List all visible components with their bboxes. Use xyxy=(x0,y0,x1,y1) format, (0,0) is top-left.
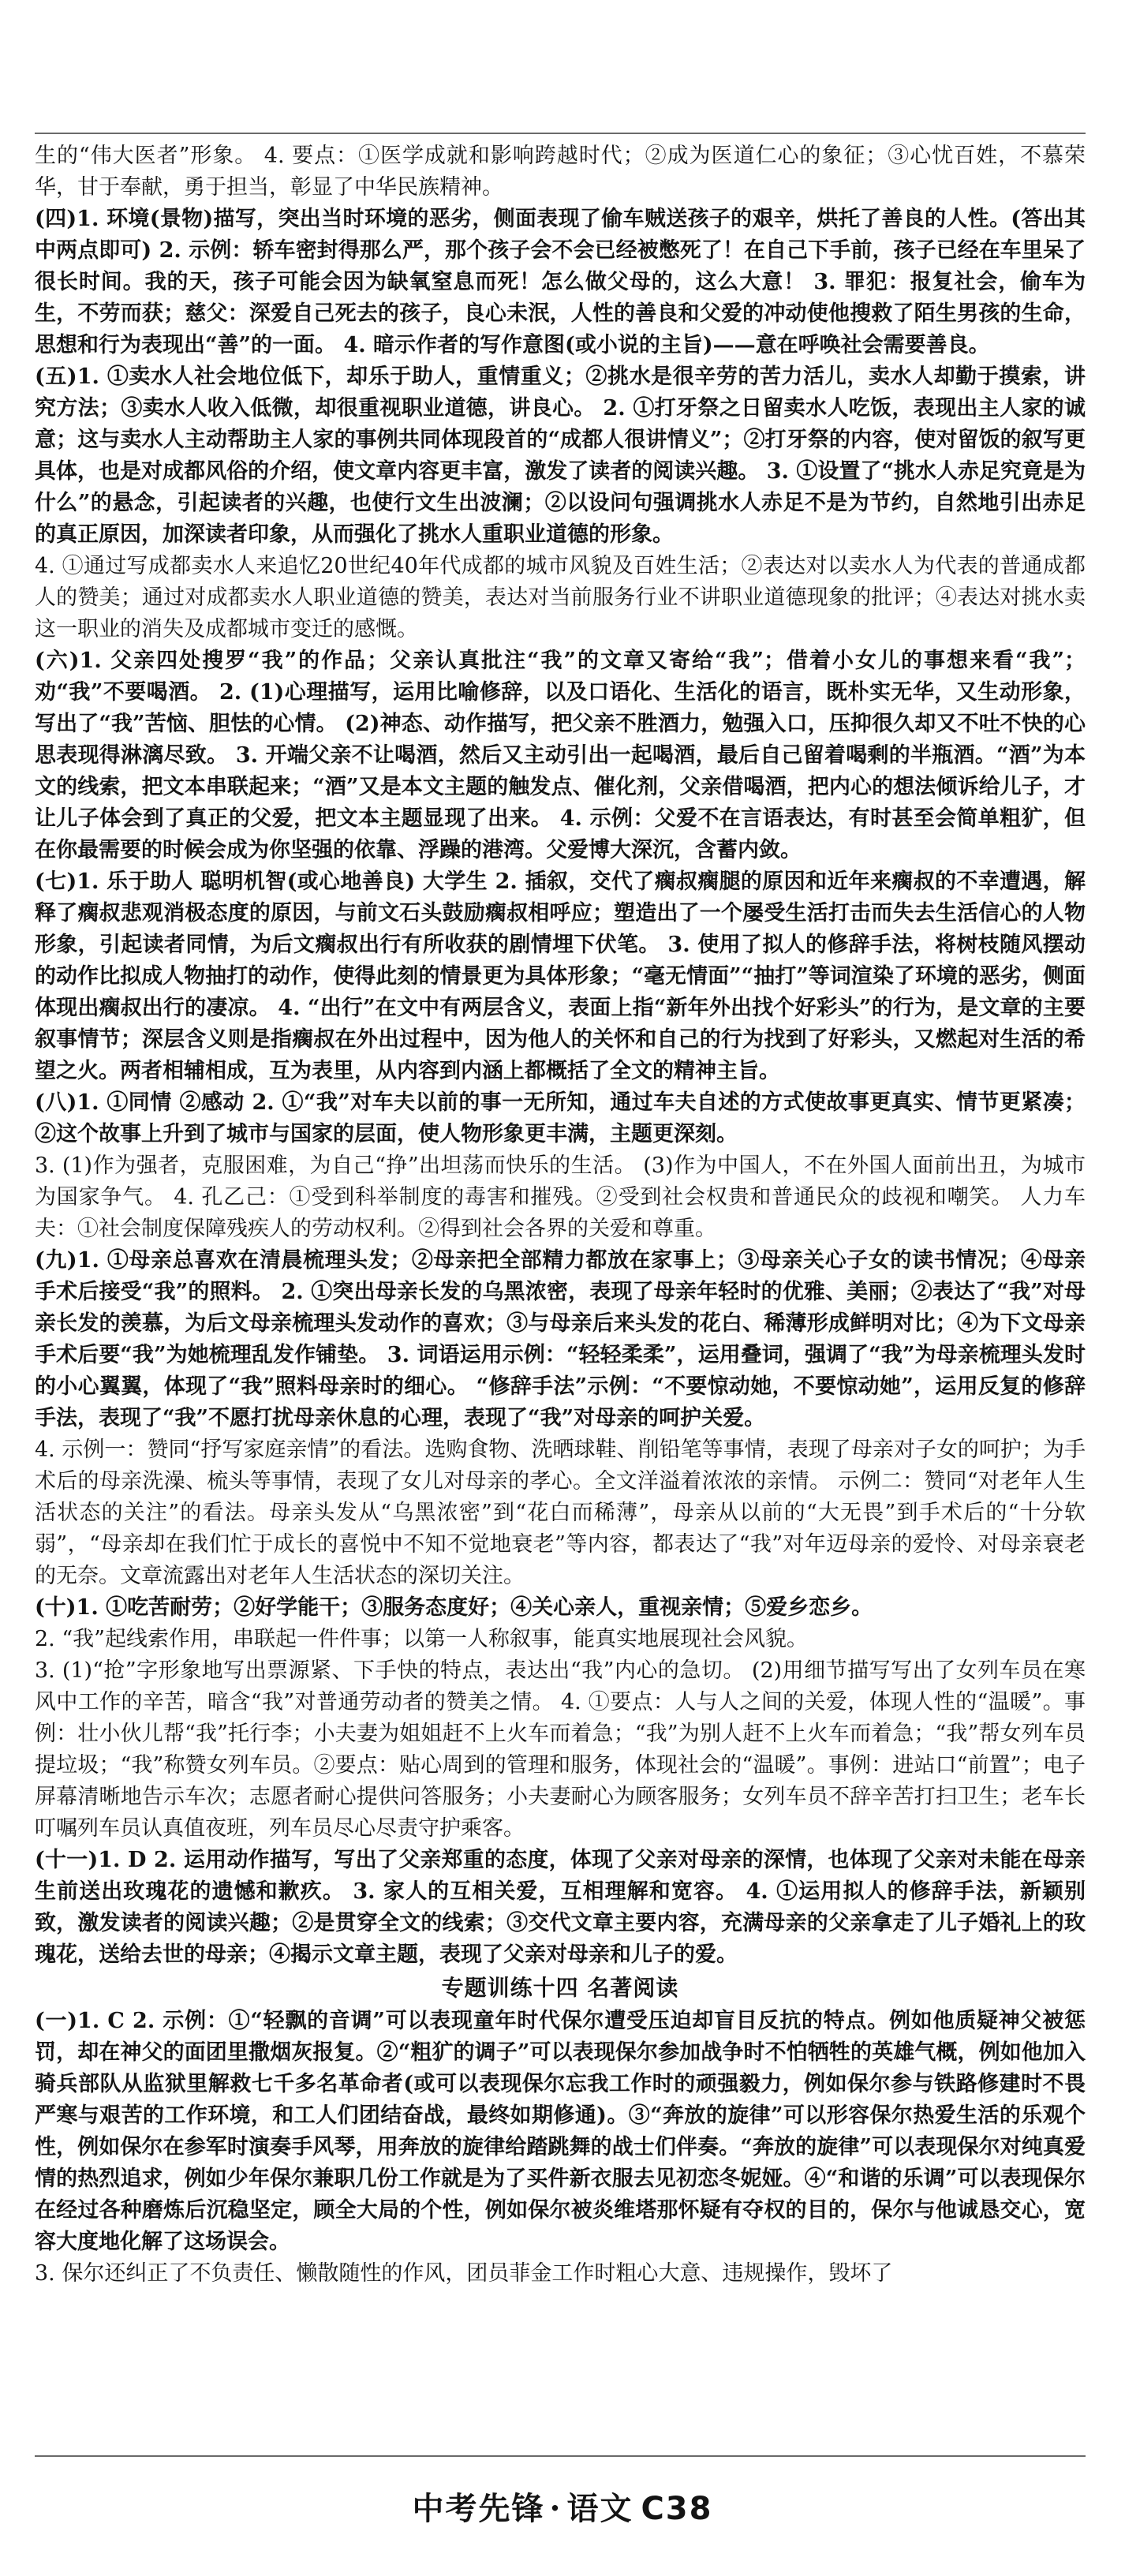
answer-paragraph: 4. 示例一：赞同“抒写家庭亲情”的看法。选购食物、洗晒球鞋、削铅笔等事情，表现了母亲对子女的呵护；为手术后的母亲洗澡、梳头等事情，表现了女儿对母亲的孝心。全文洋溢着浓浓的亲情。 示例二：赞同“对老年人生活状态的关注”的看法。母亲头发从“乌黑浓密”到“花白而稀薄”，母亲从以前的“大无畏”到手术后的“十分软弱”，“母亲却在我们忙于成长的喜悦中不知不觉地衰老”等内容，都表达了“我”对年迈母亲的爱怜、对母亲衰老的无奈。文章流露出对老年人生活状态的深切关注。 xyxy=(35,1438,1086,1588)
answer-paragraph: 3. (1)作为强者，克服困难，为自己“挣”出坦荡而快乐的生活。 (3)作为中国人，不在外国人面前出丑，为城市为国家争气。 4. 孔乙己：①受到科举制度的毒害和摧残。②受到社会权贵和普通民众的歧视和嘲笑。 人力车夫：①社会制度保障残疾人的劳动权利。②得到社会各界的关爱和尊重。 xyxy=(35,1153,1086,1241)
page-footer xyxy=(0,2484,1125,2529)
section-answer-paragraph: (八)1. ①同情 ②感动 2. ①“我”对车夫以前的事一无所知，通过车夫自述的方式使故事更真实、情节更紧凑；②这个故事上升到了城市与国家的层面，使人物形象更丰满，主题更深刻。 xyxy=(35,1090,1086,1146)
section-answer-paragraph: (十一)1. D 2. 运用动作描写，写出了父亲郑重的态度，体现了父亲对母亲的深情，也体现了父亲对未能在母亲生前送出玫瑰花的遗憾和歉疚。 3. 家人的互相关爱，互相理解和宽容。 4. ①运用拟人的修辞手法，新颖别致，激发读者的阅读兴趣；②是贯穿全文的线索；③交代文章主要内容，充满母亲的父亲拿走了儿子婚礼上的玫瑰花，送给去世的母亲；④揭示文章主题，表现了父亲对母亲和儿子的爱。 xyxy=(35,1848,1086,1967)
section-answer-paragraph: (六)1. 父亲四处搜罗“我”的作品；父亲认真批注“我”的文章又寄给“我”；借着小女儿的事想来看“我”；劝“我”不要喝酒。 2. (1)心理描写，运用比喻修辞，以及口语化、生活化的语言，既朴实无华，又生动形象，写出了“我”苦恼、胆怯的心情。 (2)神态、动作描写，把父亲不胜酒力，勉强入口，压抑很久却又不吐不快的心思表现得淋漓尽致。 3. 开端父亲不让喝酒，然后又主动引出一起喝酒，最后自己留着喝剩的半瓶酒。“酒”为本文的线索，把文本串联起来；“酒”又是本文主题的触发点、催化剂，父亲借喝酒，把内心的想法倾诉给儿子，才让儿子体会到了真正的父爱，把文本主题显现了出来。 4. 示例：父爱不在言语表达，有时甚至会简单粗犷，但在你最需要的时候会成为你坚强的依靠、浮躁的港湾。父爱博大深沉，含蓄内敛。 xyxy=(35,649,1086,862)
section-answer-paragraph: (一)1. C 2. 示例：①“轻飘的音调”可以表现童年时代保尔遭受压迫却盲目反抗的特点。例如他质疑神父被惩罚，却在神父的面团里撒烟灰报复。②“粗犷的调子”可以表现保尔参加战争时不怕牺牲的英雄气概，例如他加入骑兵部队从监狱里解救七千多名革命者(或可以表现保尔忘我工作时的顽强毅力，例如保尔参与铁路修建时不畏严寒与艰苦的工作环境，和工人们团结奋战，最终如期修通)。③“奔放的旋律”可以形容保尔热爱生活的乐观个性，例如保尔在参军时演奏手风琴，用奔放的旋律给踏跳舞的战士们伴奏。“奔放的旋律”可以表现保尔对纯真爱情的热烈追求，例如少年保尔兼职几份工作就是为了买件新衣服去见初恋冬妮娅。④“和谐的乐调”可以表现保尔在经过各种磨炼后沉稳坚定，顾全大局的个性，例如保尔被炎维塔那怀疑有夺权的目的，保尔与他诚恳交心，宽容大度地化解了这场误会。 xyxy=(35,2009,1086,2254)
answer-paragraph: 4. ①通过写成都卖水人来追忆20世纪40年代成都的城市风貌及百姓生活；②表达对以卖水人为代表的普通成都人的赞美；通过对成都卖水人职业道德的赞美，表达对当前服务行业不讲职业道德现象的批评；④表达对挑水卖这一职业的消失及成都城市变迁的感慨。 xyxy=(35,554,1086,641)
footer-dot: · xyxy=(549,2490,562,2527)
footer-brand: 中考先锋 xyxy=(412,2490,545,2527)
section-answer-paragraph: (五)1. ①卖水人社会地位低下，却乐于助人，重情重义；②挑水是很辛劳的苦力活儿，卖水人却勤于摸索，讲究方法；③卖水人收入低微，却很重视职业道德，讲良心。 2. ①打牙祭之日留卖水人吃饭，表现出主人家的诚意；这与卖水人主动帮助主人家的事例共同体现段首的“成都人很讲情义”；②打牙祭的内容，使对留饭的叙写更具体，也是对成都风俗的介绍，使文章内容更丰富，激发了读者的阅读兴趣。 3. ①设置了“挑水人赤足究竟是为什么”的悬念，引起读者的兴趣，也使行文生出波澜；②以设问句强调挑水人赤足不是为节约，自然地引出赤足的真正原因，加深读者印象，从而强化了挑水人重职业道德的形象。 xyxy=(35,365,1086,547)
section-answer-paragraph: (四)1. 环境(景物)描写，突出当时环境的恶劣，侧面表现了偷车贼送孩子的艰辛，烘托了善良的人性。(答出其中两点即可) 2. 示例：轿车密封得那么严，那个孩子会不会已经被憋死了！在自己下手前，孩子已经在车里呆了很长时间。我的天，孩子可能会因为缺氧窒息而死！怎么做父母的，这么大意！ 3. 罪犯：报复社会，偷车为生，不劳而获；慈父：深爱自己死去的孩子，良心未泯，人性的善良和父爱的冲动使他搜救了陌生男孩的生命，思想和行为表现出“善”的一面。 4. 暗示作者的写作意图(或小说的主旨)——意在呼唤社会需要善良。 xyxy=(35,207,1086,357)
answer-paragraph: 3. (1)“抢”字形象地写出票源紧、下手快的特点，表达出“我”内心的急切。 (2)用细节描写写出了女列车员在寒风中工作的辛苦，暗含“我”对普通劳动者的赞美之情。 4. ①要点：人与人之间的关爱，体现人性的“温暖”。事例：壮小伙儿帮“我”托行李；小夫妻为姐姐赶不上火车而着急；“我”为别人赶不上火车而着急；“我”帮女列车员提垃圾；“我”称赞女列车员。②要点：贴心周到的管理和服务，体现社会的“温暖”。事例：进站口“前置”；电子屏幕清晰地告示车次；志愿者耐心提供问答服务；小夫妻耐心为顾客服务；女列车员不辞辛苦打扫卫生；老车长叮嘱列车员认真值夜班，列车员尽心尽责守护乘客。 xyxy=(35,1658,1086,1841)
top-rule xyxy=(35,133,1086,134)
section-answer-paragraph: (九)1. ①母亲总喜欢在清晨梳理头发；②母亲把全部精力都放在家事上；③母亲关心子女的读书情况；④母亲手术后接受“我”的照料。 2. ①突出母亲长发的乌黑浓密，表现了母亲年轻时的优雅、美丽；②表达了“我”对母亲长发的羡慕，为后文母亲梳理头发动作的喜欢；③与母亲后来头发的花白、稀薄形成鲜明对比；④为下文母亲手术后要“我”为她梳理乱发作铺垫。 3. 词语运用示例：“轻轻柔柔”，运用叠词，强调了“我”为母亲梳理头发时的小心翼翼，体现了“我”照料母亲时的细心。 “修辞手法”示例：“不要惊动她，不要惊动她”，运用反复的修辞手法，表现了“我”不愿打扰母亲休息的心理，表现了“我”对母亲的呵护关爱。 xyxy=(35,1248,1086,1430)
bottom-rule xyxy=(35,2455,1086,2457)
footer-page-number: C38 xyxy=(641,2491,713,2527)
answer-paragraph: 生的“伟大医者”形象。 4. 要点：①医学成就和影响跨越时代；②成为医道仁心的象征；③心忧百姓，不慕荣华，甘于奉献，勇于担当，彰显了中华民族精神。 xyxy=(35,144,1086,200)
footer-subject: 语文 xyxy=(566,2490,634,2527)
answer-content xyxy=(35,140,1086,2290)
section-answer-paragraph: (七)1. 乐于助人 聪明机智(或心地善良) 大学生 2. 插叙，交代了瘸叔瘸腿的原因和近年来瘸叔的不幸遭遇，解释了瘸叔悲观消极态度的原因，与前文石头鼓励瘸叔相呼应；塑造出了一个屡受生活打击而失去生活信心的人物形象，引起读者同情，为后文瘸叔出行有所收获的剧情埋下伏笔。 3. 使用了拟人的修辞手法，将树枝随风摆动的动作比拟成人物抽打的动作，使得此刻的情景更为具体形象；“毫无情面”“抽打”等词渲染了环境的恶劣，侧面体现出瘸叔出行的凄凉。 4. “出行”在文中有两层含义，表面上指“新年外出找个好彩头”的行为，是文章的主要叙事情节；深层含义则是指瘸叔在外出过程中，因为他人的关怀和自己的行为找到了好彩头，又燃起对生活的希望之火。两者相辅相成，互为表里，从内容到内涵上都概括了全文的精神主旨。 xyxy=(35,869,1086,1083)
answer-paragraph: 2. “我”起线索作用，串联起一件件事；以第一人称叙事，能真实地展现社会风貌。 xyxy=(35,1627,808,1651)
section-answer-paragraph: (十)1. ①吃苦耐劳；②好学能干；③服务态度好；④关心亲人，重视亲情；⑤爱乡恋乡。 xyxy=(35,1595,873,1620)
answer-paragraph: 3. 保尔还纠正了不负责任、懒散随性的作风，团员菲金工作时粗心大意、违规操作，毁坏了 xyxy=(35,2261,893,2286)
section-title: 专题训练十四 名著阅读 xyxy=(441,1975,679,2001)
